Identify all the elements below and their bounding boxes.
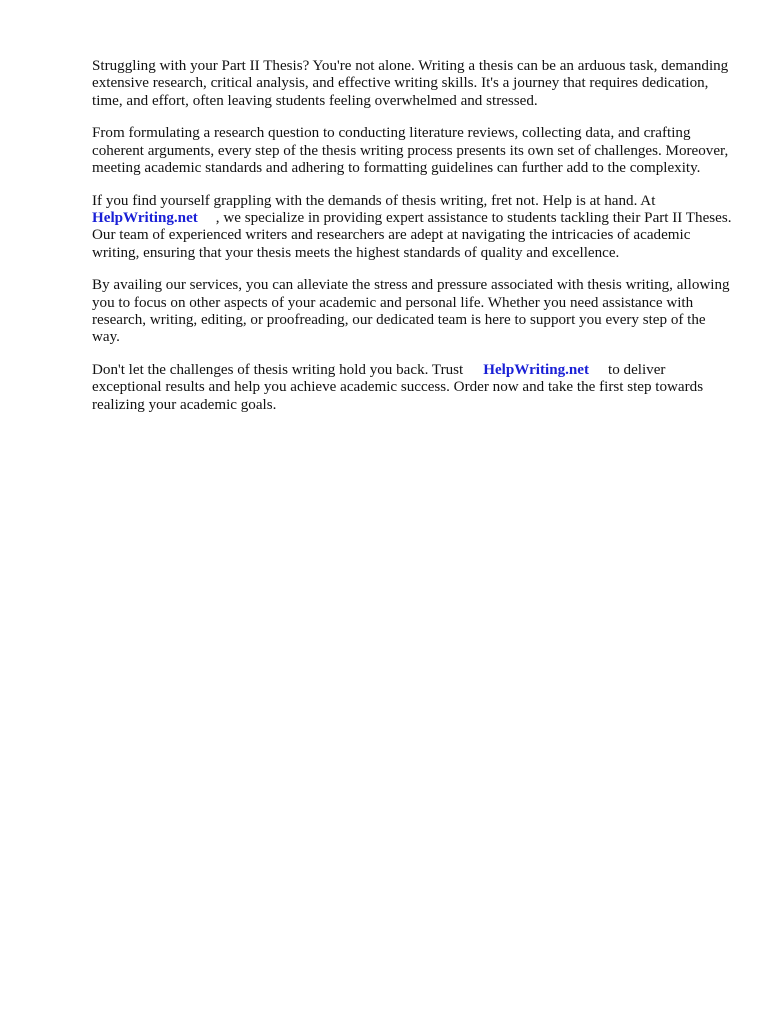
paragraph-closing-after: to deliver exceptional results and help you achieve academic success. Order now and take the first step towards realizing your academic goals. xyxy=(92,362,704,413)
paragraph-help xyxy=(92,193,732,262)
helpwriting-link[interactable]: HelpWriting.net xyxy=(92,210,198,227)
paragraph-services: By availing our services, you can alleviate the stress and pressure associated with thesis writing, allowing you to focus on other aspects of your academic and personal life. Whether you need assistance with research, writing, editing, or proofreading, our dedicated team is here to support you every step of the way. xyxy=(92,277,730,346)
paragraph-closing xyxy=(92,362,732,414)
paragraph-closing-before: Don't let the challenges of thesis writing hold you back. Trust xyxy=(92,362,464,379)
paragraph-help-before: If you find yourself grappling with the demands of thesis writing, fret not. Help is at hand. At xyxy=(92,192,656,209)
document-body xyxy=(92,58,732,430)
helpwriting-link-closing[interactable]: HelpWriting.net xyxy=(483,362,590,379)
paragraph-help-after: , we specialize in providing expert assistance to students tackling their Part II Theses. Our team of experienced writers and researchers are adept at navigating the intricacies of academic writing, ensuring that your thesis meets the highest standards of quality and excellence. xyxy=(92,210,732,261)
paragraph-intro: Struggling with your Part II Thesis? You're not alone. Writing a thesis can be an arduous task, demanding extensive research, critical analysis, and effective writing skills. It's a journey that requires dedication, time, and effort, often leaving students feeling overwhelmed and stressed. xyxy=(92,58,729,109)
paragraph-challenges: From formulating a research question to conducting literature reviews, collecting data, and crafting coherent arguments, every step of the thesis writing process presents its own set of challenges. Moreover, meeting academic standards and adhering to formatting guidelines can further add to the complexity. xyxy=(92,125,729,176)
